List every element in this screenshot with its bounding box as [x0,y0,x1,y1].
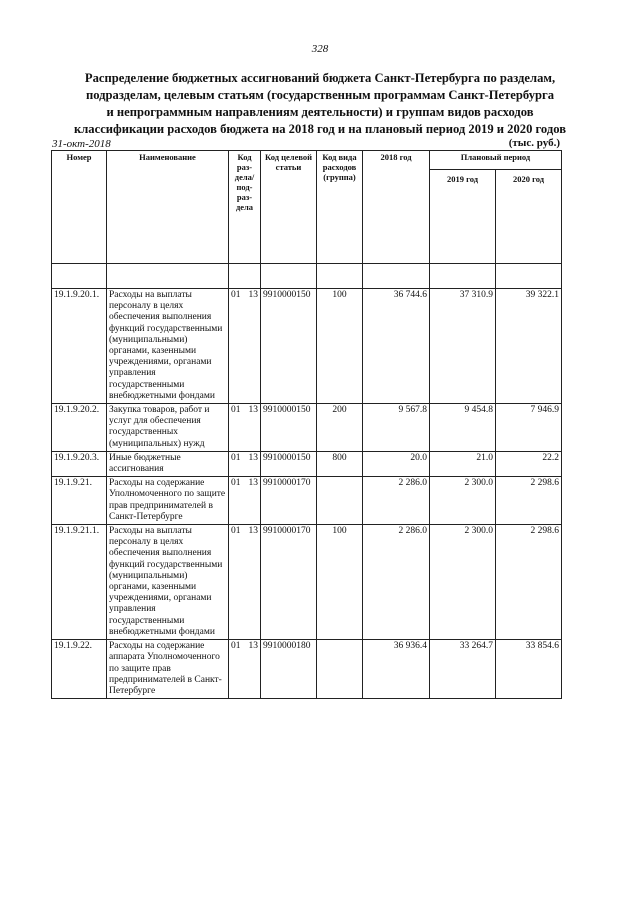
row-section-code [229,289,261,404]
title-line: и непрограммным направлениям деятельности) и группам видов расходов [106,105,534,119]
row-name: Иные бюджетные ассигнования [107,451,229,476]
row-section: 01 [231,641,241,652]
row-value-2019: 33 264.7 [430,640,496,699]
row-value-2019: 21.0 [430,451,496,476]
row-number: 19.1.9.21.1. [52,525,107,640]
row-target-code: 9910000170 [261,477,317,525]
row-section-code [229,525,261,640]
row-name: Расходы на выплаты персоналу в целях обеспечения выполнения функций государственными (муниципальными) органами, казенными учреждениями, органами управления государственными внебюджетными фондами [107,525,229,640]
row-name: Расходы на выплаты персоналу в целях обеспечения выполнения функций государственными (муниципальными) органами, казенными учреждениями, органами управления государственными внебюджетными фондами [107,289,229,404]
budget-table [51,150,562,699]
row-section: 01 [231,290,241,300]
row-name: Расходы на содержание аппарата Уполномоченного по защите прав предпринимателей в Санкт-Петербурге [107,640,229,699]
row-section-code [229,477,261,525]
row-name: Закупка товаров, работ и услуг для обеспечения государственных (муниципальных) нужд [107,404,229,452]
row-subsection: 13 [248,452,258,463]
row-section: 01 [231,452,241,463]
row-target-code: 9910000150 [261,451,317,476]
header-target-code: Код целевой статьи [261,151,317,264]
row-expense-type: 100 [317,525,363,640]
header-section-code: Код раз-дела/ под-раз-дела [229,151,261,264]
blank-row [52,264,562,289]
table-row [52,477,562,525]
table-row [52,451,562,476]
row-number: 19.1.9.20.3. [52,451,107,476]
header-year-2020: 2020 год [496,170,562,264]
page-number: 328 [311,43,329,55]
row-value-2020: 2 298.6 [496,477,562,525]
row-section-code [229,640,261,699]
row-value-2020: 7 946.9 [496,404,562,452]
row-target-code: 9910000150 [261,289,317,404]
row-subsection: 13 [248,478,258,489]
row-value-2019: 37 310.9 [430,289,496,404]
row-expense-type [317,640,363,699]
row-value-2018: 9 567.8 [363,404,430,452]
row-number: 19.1.9.20.1. [52,289,107,404]
table-row [52,525,562,640]
row-value-2020: 2 298.6 [496,525,562,640]
row-number: 19.1.9.22. [52,640,107,699]
header-name: Наименование [107,151,229,264]
row-value-2019: 9 454.8 [430,404,496,452]
row-value-2018: 20.0 [363,451,430,476]
title-line: Распределение бюджетных ассигнований бюджета Санкт-Петербурга по разделам, [84,71,556,85]
document-title [50,70,590,138]
row-value-2019: 2 300.0 [430,477,496,525]
row-value-2018: 36 744.6 [363,289,430,404]
row-expense-type: 200 [317,404,363,452]
row-target-code: 9910000180 [261,640,317,699]
header-year-2019: 2019 год [430,170,496,264]
row-section: 01 [231,478,241,489]
table-row [52,404,562,452]
row-target-code: 9910000170 [261,525,317,640]
row-value-2020: 39 322.1 [496,289,562,404]
row-value-2020: 33 854.6 [496,640,562,699]
row-subsection: 13 [248,526,258,537]
row-value-2019: 2 300.0 [430,525,496,640]
row-section-code [229,451,261,476]
header-planned-period: Плановый период [430,151,562,170]
row-section-code [229,404,261,452]
row-value-2020: 22.2 [496,451,562,476]
table-row [52,640,562,699]
row-value-2018: 2 286.0 [363,477,430,525]
row-expense-type: 800 [317,451,363,476]
row-expense-type: 100 [317,289,363,404]
row-name: Расходы на содержание Уполномоченного по защите прав предпринимателей в Санкт-Петербурге [107,477,229,525]
row-value-2018: 36 936.4 [363,640,430,699]
row-section: 01 [231,526,241,537]
row-subsection: 13 [248,405,258,416]
document-date: 31-окт-2018 [52,138,111,150]
row-target-code: 9910000150 [261,404,317,452]
row-section: 01 [231,405,241,416]
row-number: 19.1.9.21. [52,477,107,525]
header-expense-type-code: Код вида расходов (группа) [317,151,363,264]
row-expense-type [317,477,363,525]
header-year-2018: 2018 год [363,151,430,264]
row-value-2018: 2 286.0 [363,525,430,640]
row-number: 19.1.9.20.2. [52,404,107,452]
title-line: классификации расходов бюджета на 2018 год и на плановый период 2019 и 2020 годов [73,122,567,136]
row-subsection: 13 [248,641,258,652]
units-label: (тыс. руб.) [508,137,560,149]
row-subsection: 13 [248,290,258,300]
header-number: Номер [52,151,107,264]
title-line: подразделам, целевым статьям (государственным программам Санкт-Петербурга [85,88,555,102]
table-row [52,289,562,404]
